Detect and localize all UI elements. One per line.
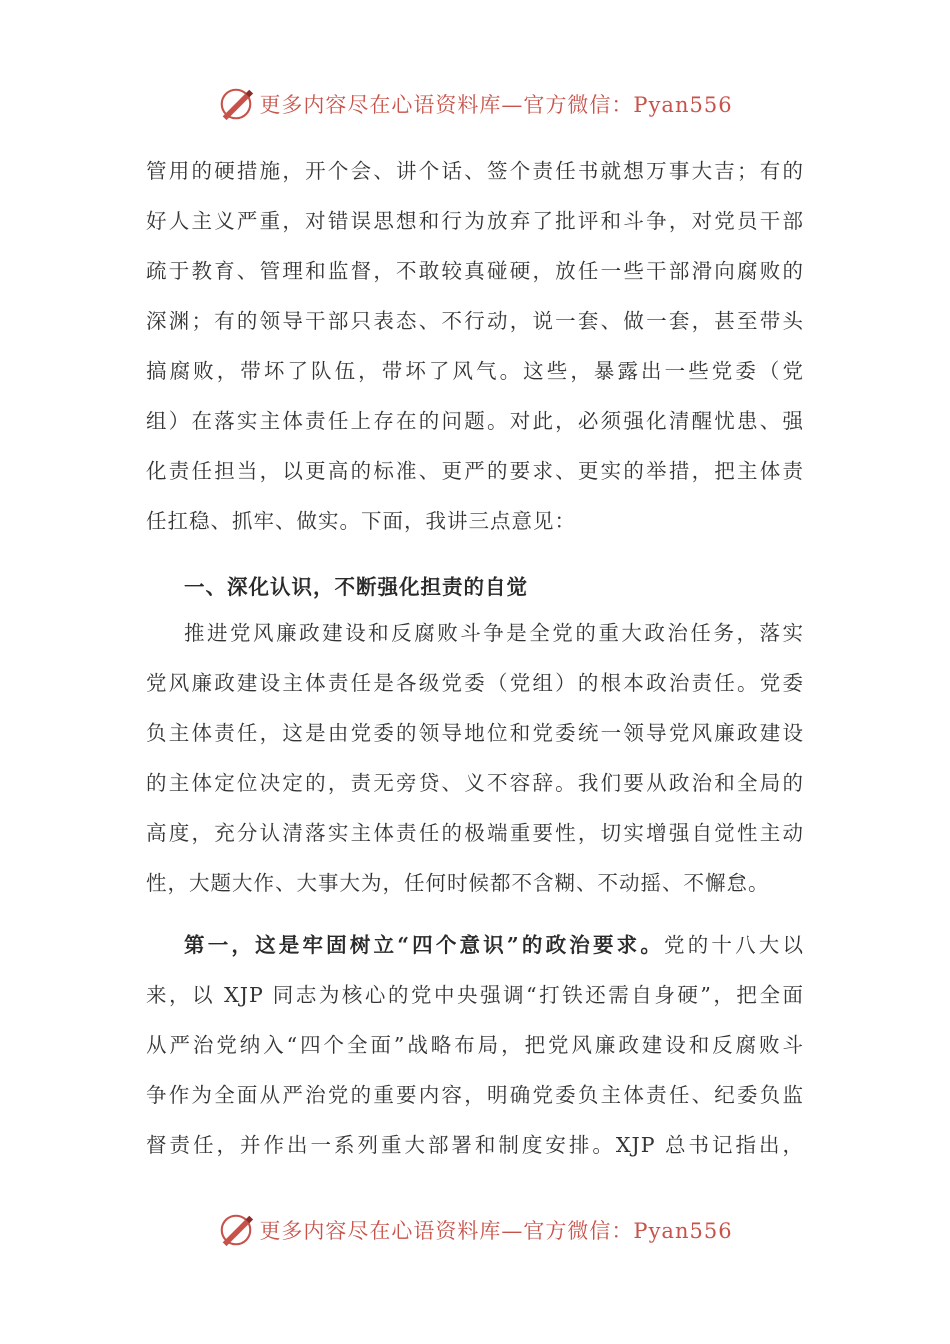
text-line: 化责任担当，以更高的标准、更严的要求、更实的举措，把主体责 [146, 459, 804, 483]
header-banner [0, 84, 950, 124]
paragraph [146, 612, 804, 912]
bold-lead-sentence: 第一，这是牢固树立“四个意识”的政治要求。 [184, 933, 665, 957]
text-line: 深渊；有的领导干部只表态、不行动，说一套、做一套，甚至带头 [146, 309, 804, 333]
banner-text: 更多内容尽在心语资料库—官方微信：Pyan556 [259, 1219, 733, 1243]
text-line: 任扛稳、抓牢、做实。下面，我讲三点意见： [146, 509, 576, 533]
pen-circle-logo-icon [217, 1211, 255, 1249]
text-line: 组）在落实主体责任上存在的问题。对此，必须强化清醒忧患、强 [146, 409, 804, 433]
text-line: 负主体责任，这是由党委的领导地位和党委统一领导党风廉政建设 [146, 721, 804, 745]
text-line: 的主体定位决定的，责无旁贷、义不容辞。我们要从政治和全局的 [146, 771, 804, 795]
text-line: 争作为全面从严治党的重要内容，明确党委负主体责任、纪委负监 [146, 1083, 804, 1107]
text-line: 督责任，并作出一系列重大部署和制度安排。XJP 总书记指出， [146, 1133, 804, 1157]
section-heading: 一、深化认识，不断强化担责的自觉 [184, 575, 528, 599]
text-line: 搞腐败，带坏了队伍，带坏了风气。这些，暴露出一些党委（党 [146, 359, 804, 383]
text-line: 管用的硬措施，开个会、讲个话、签个责任书就想万事大吉；有的 [146, 159, 804, 183]
text-line: 来，以 XJP 同志为核心的党中央强调“打铁还需自身硬”，把全面 [146, 983, 804, 1007]
text-line: 好人主义严重，对错误思想和行为放弃了批评和斗争，对党员干部 [146, 209, 804, 233]
text-line: 疏于教育、管理和监督，不敢较真碰硬，放任一些干部滑向腐败的 [146, 259, 804, 283]
footer-banner [0, 1210, 950, 1250]
text-line: 性，大题大作、大事大为，任何时候都不含糊、不动摇、不懈怠。 [146, 871, 770, 895]
paragraph [146, 150, 804, 550]
pen-circle-logo-icon [217, 85, 255, 123]
text-line: 推进党风廉政建设和反腐败斗争是全党的重大政治任务，落实 [184, 621, 804, 645]
text-line: 从严治党纳入“四个全面”战略布局，把党风廉政建设和反腐败斗 [146, 1033, 804, 1057]
banner-text: 更多内容尽在心语资料库—官方微信：Pyan556 [259, 93, 733, 117]
text-run: 党的十八大以 [664, 933, 804, 957]
document-body [146, 150, 804, 1174]
text-line: 高度，充分认清落实主体责任的极端重要性，切实增强自觉性主动 [146, 821, 804, 845]
text-line [146, 924, 804, 974]
text-line: 党风廉政建设主体责任是各级党委（党组）的根本政治责任。党委 [146, 671, 804, 695]
paragraph [146, 924, 804, 1174]
